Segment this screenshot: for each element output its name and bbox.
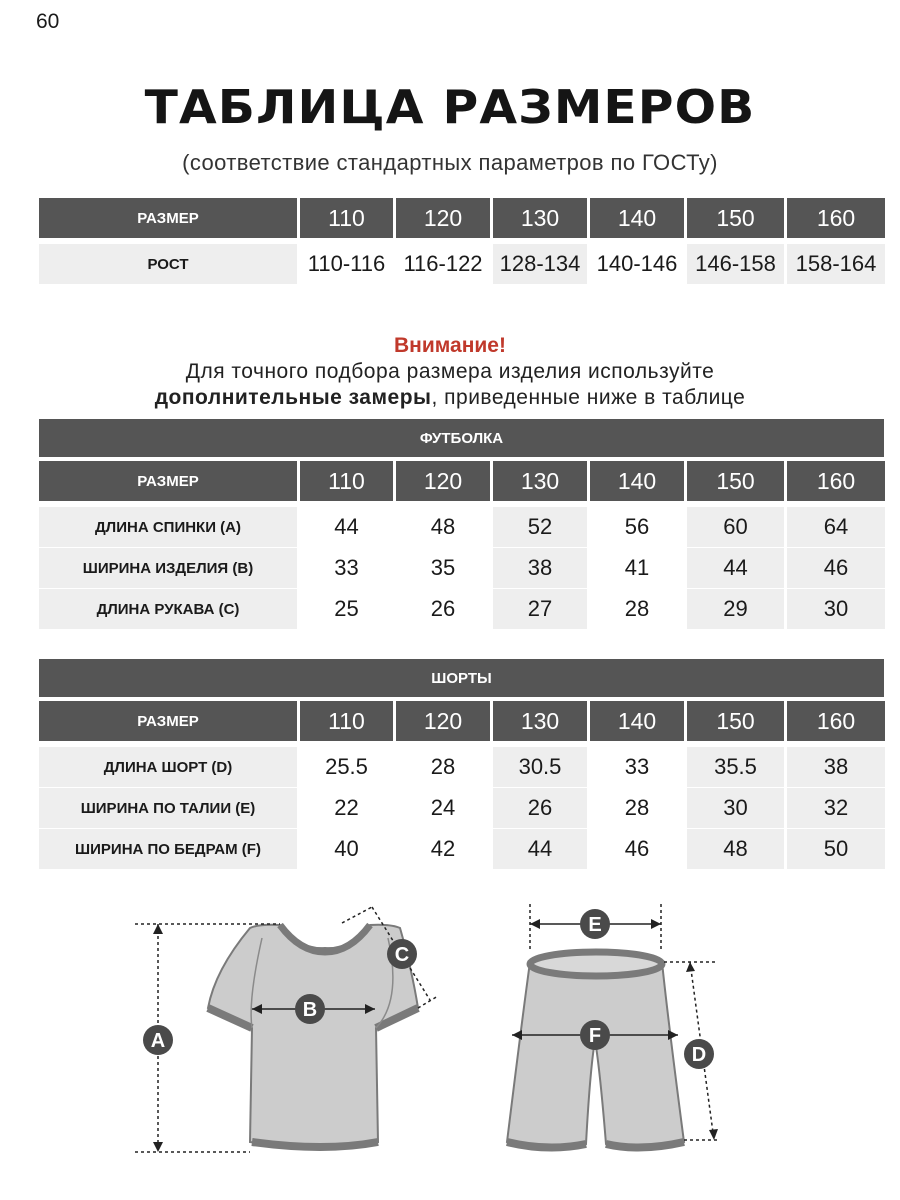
shorts-size: 130 [493,701,587,741]
height-cell: 116-122 [396,244,490,284]
notice-line-1: Для точного подбора размера изделия используйте [185,360,715,383]
shorts-header-row [39,701,885,741]
table-cell: 26 [493,788,587,828]
marker-b-label: B [302,999,318,1021]
table-cell: 38 [787,747,885,787]
table-cell: 50 [787,829,885,869]
table-cell: 24 [396,788,490,828]
shorts-waist-label: ШИРИНА ПО ТАЛИИ (Е) [39,788,297,828]
table-cell: 56 [590,507,684,547]
notice-bold-text: дополнительные замеры [154,386,432,409]
table-cell: 44 [300,507,393,547]
table-cell: 28 [396,747,490,787]
size-header-row [39,198,885,238]
size-140: 140 [590,198,684,238]
table-cell: 60 [687,507,784,547]
table-cell: 64 [787,507,885,547]
tshirt-size: 140 [590,461,684,501]
size-header-label: РАЗМЕР [39,198,297,238]
size-110: 110 [300,198,393,238]
table-cell: 29 [687,589,784,629]
table-cell: 22 [300,788,393,828]
table-cell: 48 [687,829,784,869]
shorts-hips-label: ШИРИНА ПО БЕДРАМ (F) [39,829,297,869]
table-cell: 26 [396,589,490,629]
table-cell: 44 [493,829,587,869]
shorts-size: 150 [687,701,784,741]
page-number: 60 [36,10,60,33]
height-cell: 128-134 [493,244,587,284]
tshirt-size: 110 [300,461,393,501]
table-row [39,548,885,588]
marker-f-label: F [588,1025,602,1047]
table-cell: 30 [787,589,885,629]
marker-a-label: A [150,1030,166,1052]
table-cell: 25.5 [300,747,393,787]
shorts-table [39,659,884,869]
shorts-table-title: ШОРТЫ [39,659,884,697]
marker-c-label: C [394,944,410,966]
tshirt-size: 120 [396,461,490,501]
tshirt-size: 160 [787,461,885,501]
height-row [39,244,885,284]
height-cell: 146-158 [687,244,784,284]
table-row [39,788,885,828]
page-title: ТАБЛИЦА РАЗМЕРОВ [144,80,756,134]
table-cell: 33 [590,747,684,787]
table-cell: 25 [300,589,393,629]
table-cell: 28 [590,788,684,828]
notice-rest-text: , приведенные ниже в таблице [431,386,746,409]
shorts-header-label: РАЗМЕР [39,701,297,741]
size-120: 120 [396,198,490,238]
table-cell: 46 [787,548,885,588]
shorts-size: 140 [590,701,684,741]
table-cell: 35.5 [687,747,784,787]
table-cell: 30 [687,788,784,828]
tshirt-back-length-label: ДЛИНА СПИНКИ (А) [39,507,297,547]
table-cell: 28 [590,589,684,629]
shorts-size: 120 [396,701,490,741]
height-cell: 158-164 [787,244,885,284]
height-row-label: РОСТ [39,244,297,284]
tshirt-width-label: ШИРИНА ИЗДЕЛИЯ (В) [39,548,297,588]
table-row [39,829,885,869]
table-cell: 52 [493,507,587,547]
table-cell: 48 [396,507,490,547]
shorts-size: 110 [300,701,393,741]
tshirt-header-label: РАЗМЕР [39,461,297,501]
table-cell: 32 [787,788,885,828]
tshirt-illustration [208,925,418,1147]
tshirt-sleeve-length-label: ДЛИНА РУКАВА (С) [39,589,297,629]
tshirt-header-row [39,461,885,501]
shorts-size: 160 [787,701,885,741]
table-cell: 38 [493,548,587,588]
table-cell: 35 [396,548,490,588]
size-160: 160 [787,198,885,238]
size-150: 150 [687,198,784,238]
table-row [39,589,885,629]
height-cell: 140-146 [590,244,684,284]
size-height-table [39,198,884,284]
table-cell: 46 [590,829,684,869]
table-row [39,747,885,787]
height-cell: 110-116 [300,244,393,284]
table-cell: 30.5 [493,747,587,787]
attention-heading: Внимание! [394,334,506,357]
tshirt-size: 150 [687,461,784,501]
tshirt-table [39,419,884,629]
size-130: 130 [493,198,587,238]
measurement-diagram [0,890,900,1190]
table-cell: 27 [493,589,587,629]
table-cell: 40 [300,829,393,869]
table-cell: 41 [590,548,684,588]
table-row [39,507,885,547]
table-cell: 44 [687,548,784,588]
notice-line-2 [0,386,900,410]
table-cell: 33 [300,548,393,588]
tshirt-table-title: ФУТБОЛКА [39,419,884,457]
tshirt-size: 130 [493,461,587,501]
table-cell: 42 [396,829,490,869]
marker-e-label: E [588,914,602,936]
marker-d-label: D [691,1044,707,1066]
page-subtitle: (соответствие стандартных параметров по ГОСТу) [182,150,718,175]
shorts-length-label: ДЛИНА ШОРТ (D) [39,747,297,787]
